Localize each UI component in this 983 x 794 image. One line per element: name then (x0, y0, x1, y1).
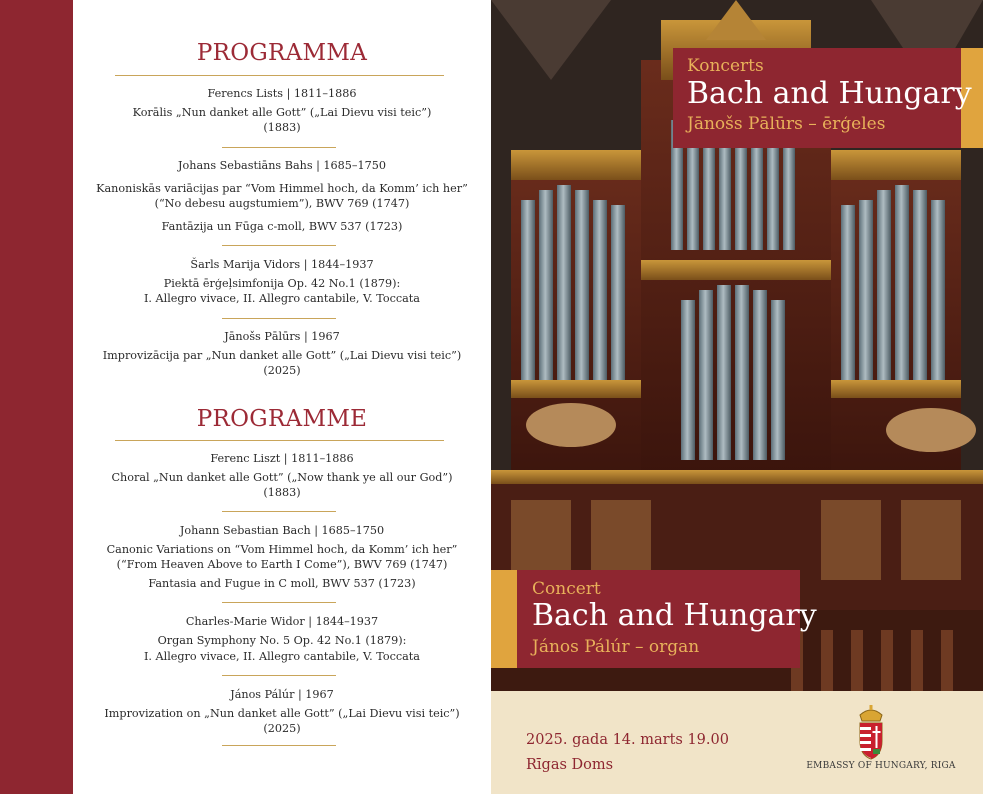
composer-line: Ferenc Liszt | 1811–1886 (210, 452, 354, 465)
concert-date: 2025. gada 14. marts 19.00 (526, 732, 729, 748)
composer-line: Ferencs Lists | 1811–1886 (207, 87, 357, 100)
item-divider (222, 318, 336, 319)
item-divider (222, 245, 336, 246)
composer-line: Šarls Marija Vidors | 1844–1937 (190, 258, 374, 271)
work-line: (“From Heaven Above to Earth I Come”), BWV 769 (1747) (116, 558, 448, 571)
work-line: Canonic Variations on “Vom Himmel hoch, da Komm’ ich her” (106, 543, 458, 556)
work-line: (“No debesu augstumiem”), BWV 769 (1747) (154, 197, 410, 210)
work-line: Choral „Nun danket alle Gott” („Now thank ye all our God”) (111, 471, 453, 484)
hungarian-coat-of-arms-icon (856, 705, 886, 761)
composer-line: János Pálúr | 1967 (230, 688, 334, 701)
work-line: Improvization on „Nun danket alle Gott” („Lai Dievu visi teic”) (104, 707, 460, 720)
work-line: Fantasia and Fugue in C moll, BWV 537 (1723) (148, 577, 416, 590)
concert-label-lv: Koncerts (687, 56, 764, 76)
item-divider (222, 147, 336, 148)
item-divider (222, 745, 336, 746)
work-line: (1883) (263, 121, 301, 134)
heading-rule (115, 440, 444, 441)
work-line: (2025) (263, 364, 301, 377)
item-divider (222, 675, 336, 676)
work-line: Piektā ērģeļsimfonija Op. 42 No.1 (1879): (163, 277, 401, 290)
embassy-name: EMBASSY OF HUNGARY, RIGA (806, 761, 956, 771)
composer-line: Johann Sebastian Bach | 1685–1750 (179, 524, 385, 537)
composer-line: Johans Sebastiāns Bahs | 1685–1750 (178, 159, 386, 172)
programme-heading-lv: PROGRAMMA (196, 40, 368, 66)
organ-photo (491, 0, 983, 691)
heading-rule (115, 75, 444, 76)
work-line: Organ Symphony No. 5 Op. 42 No.1 (1879): (157, 634, 407, 647)
performer-en: János Pálúr – organ (532, 637, 700, 657)
footer (491, 691, 983, 794)
work-line: (1883) (263, 486, 301, 499)
concert-venue: Rīgas Doms (526, 757, 614, 773)
performer-lv: Jānošs Pālūrs – ērģeles (687, 114, 886, 134)
work-line: I. Allegro vivace, II. Allegro cantabile, V. Toccata (144, 292, 420, 305)
composer-line: Jānošs Pālūrs | 1967 (224, 330, 340, 343)
work-line: Improvizācija par „Nun danket alle Gott” („Lai Dievu visi teic”) (102, 349, 462, 362)
title-accent-en (491, 570, 517, 668)
programme-panel (73, 0, 491, 794)
concert-title-lv: Bach and Hungary (687, 76, 972, 111)
item-divider (222, 602, 336, 603)
work-line: Kanoniskās variācijas par “Vom Himmel hoch, da Komm’ ich her” (96, 182, 468, 195)
work-line: I. Allegro vivace, II. Allegro cantabile, V. Toccata (144, 650, 420, 663)
work-line: (2025) (263, 722, 301, 735)
work-line: Fantāzija un Fūga c-moll, BWV 537 (1723) (161, 220, 403, 233)
concert-title-en: Bach and Hungary (532, 598, 817, 633)
work-line: Korālis „Nun danket alle Gott” („Lai Dievu visi teic”) (132, 106, 432, 119)
concert-label-en: Concert (532, 579, 601, 599)
left-color-bar (0, 0, 73, 794)
composer-line: Charles-Marie Widor | 1844–1937 (185, 615, 379, 628)
item-divider (222, 511, 336, 512)
programme-heading-en: PROGRAMME (196, 406, 368, 432)
